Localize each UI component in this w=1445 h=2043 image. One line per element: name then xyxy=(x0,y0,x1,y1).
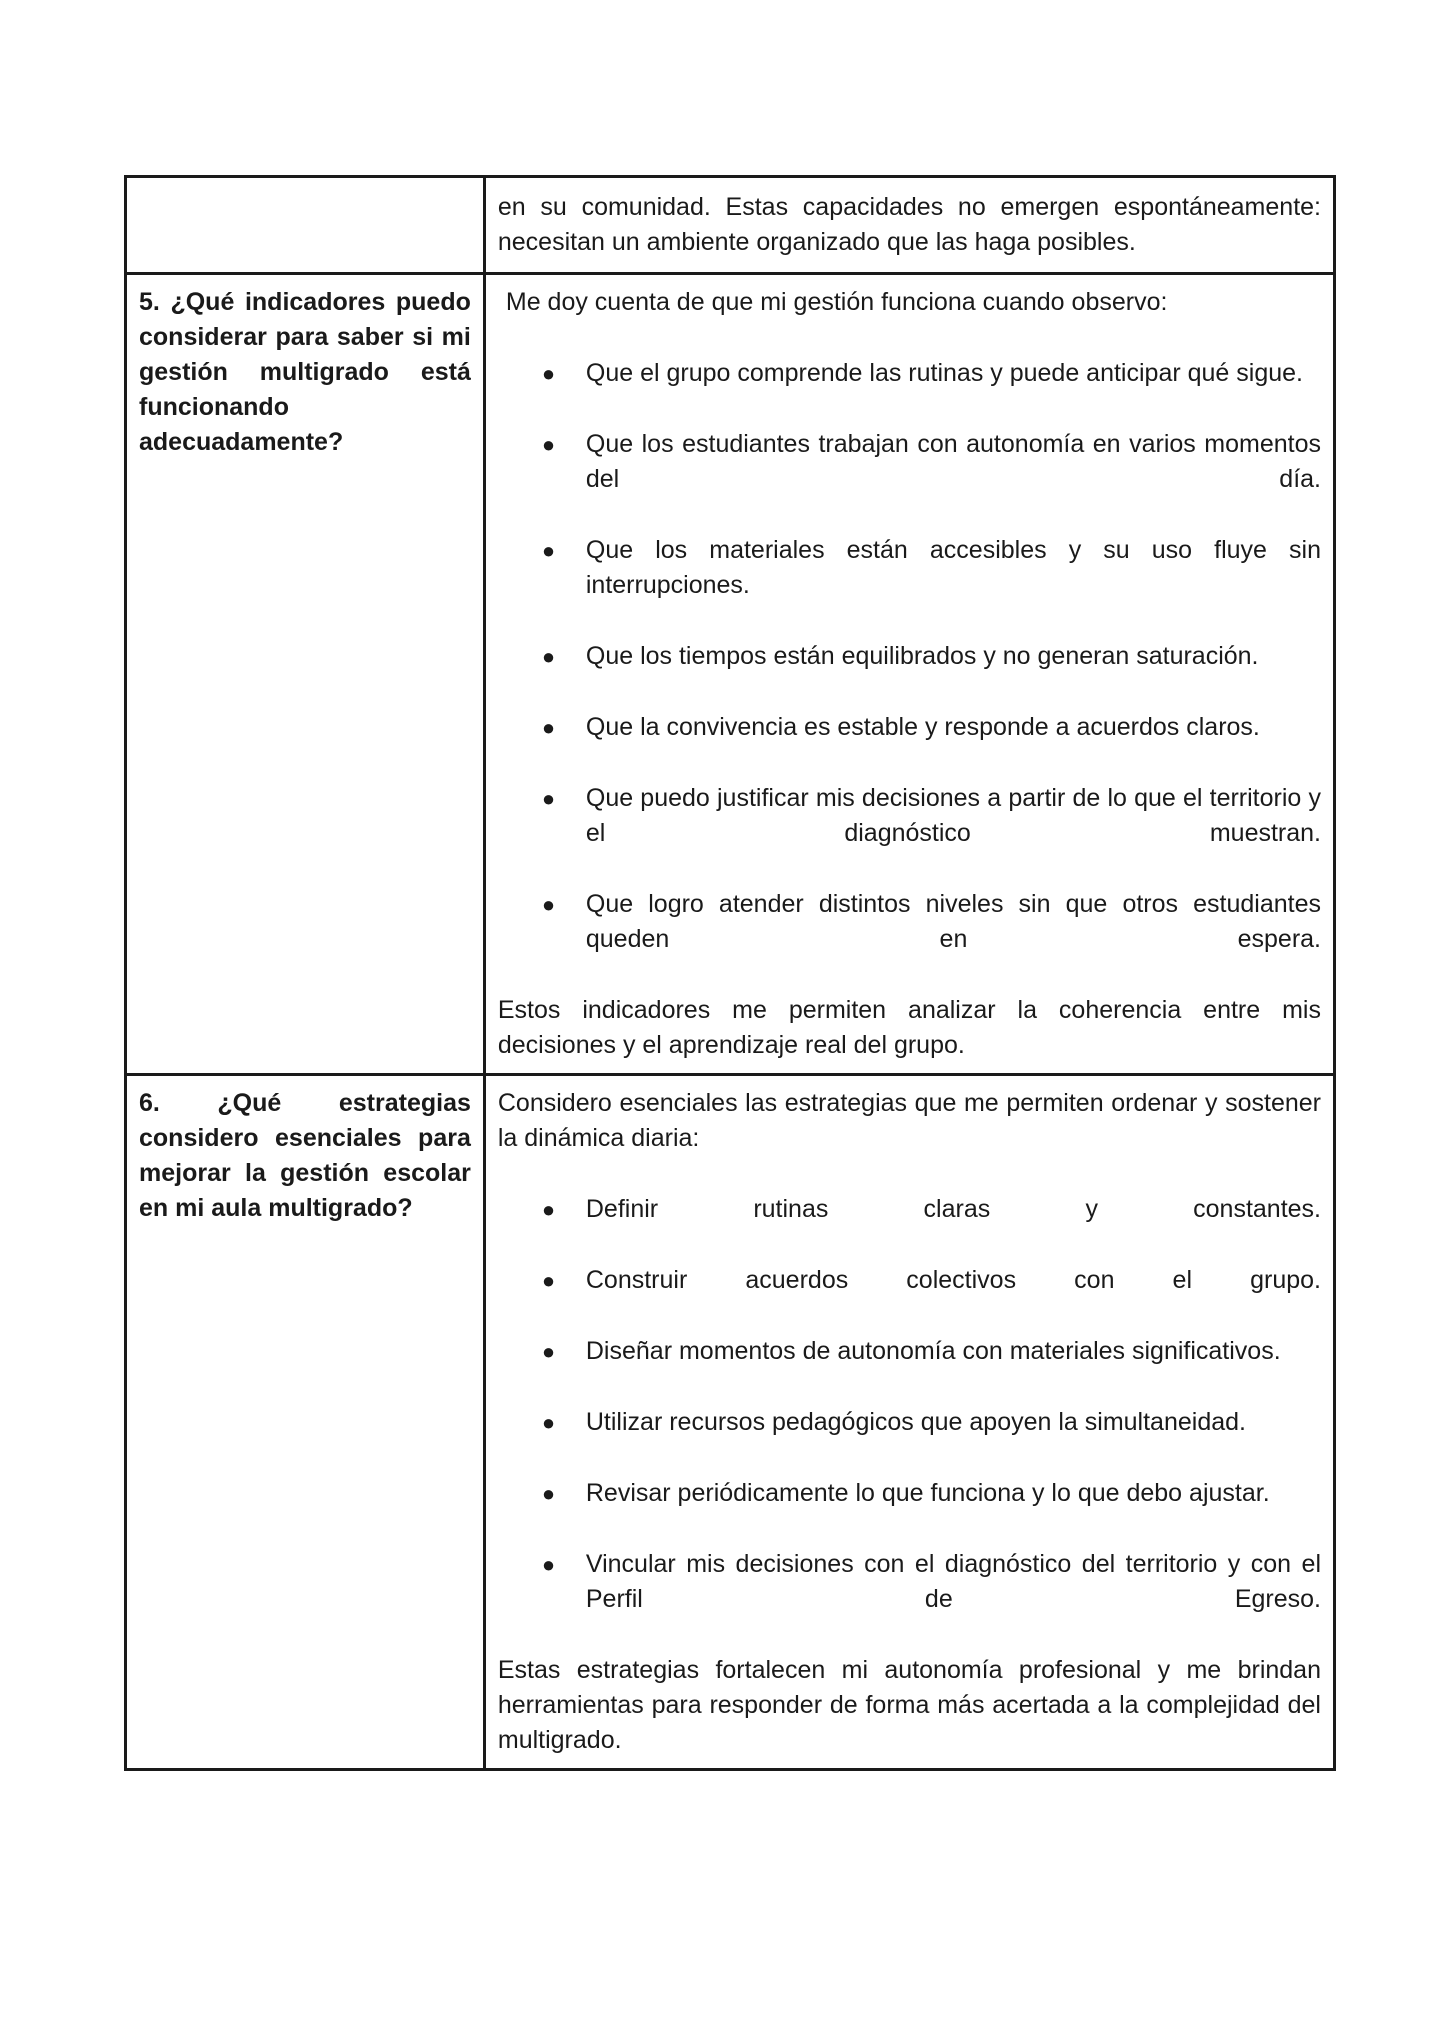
question-cell xyxy=(126,274,485,1075)
bullet-icon: ● xyxy=(541,644,556,669)
answer-cell xyxy=(484,274,1334,1075)
question-cell xyxy=(126,177,485,274)
table-row xyxy=(126,274,1335,1075)
list-item: ● Definir rutinas claras y constantes. xyxy=(498,1192,1321,1227)
bullet-icon: ● xyxy=(541,1197,556,1222)
answer-intro: Considero esenciales las estrategias que me permiten ordenar y sostener la dinámica diaria: xyxy=(497,1089,1321,1152)
answer-intro: en su comunidad. Estas capacidades no emergen espontáneamente: necesitan un ambiente organizado que las haga posibles. xyxy=(497,193,1321,256)
bullet-icon: ● xyxy=(541,538,556,563)
list-item: ● Construir acuerdos colectivos con el grupo. xyxy=(498,1263,1321,1298)
answer-cell xyxy=(484,177,1334,274)
bullet-icon: ● xyxy=(541,1339,556,1364)
bullet-icon: ● xyxy=(541,432,556,457)
list-item: ● Que los materiales están accesibles y su uso fluye sin interrupciones. xyxy=(498,533,1321,603)
list-item: ● Que los tiempos están equilibrados y no generan saturación. xyxy=(498,639,1321,674)
bullet-icon: ● xyxy=(541,1410,556,1435)
list-item: ● Que el grupo comprende las rutinas y puede anticipar qué sigue. xyxy=(498,356,1321,391)
bullet-icon: ● xyxy=(541,1552,556,1577)
answer-closing: Estas estrategias fortalecen mi autonomía profesional y me brindan herramientas para responder de forma más acertada a la complejidad del multigrado. xyxy=(497,1656,1321,1754)
list-item: ● Que los estudiantes trabajan con autonomía en varios momentos del día. xyxy=(498,427,1321,497)
answer-closing: Estos indicadores me permiten analizar la coherencia entre mis decisiones y el aprendizaje real del grupo. xyxy=(497,996,1321,1059)
list-item: ● Que logro atender distintos niveles sin que otros estudiantes queden en espera. xyxy=(498,887,1321,957)
bullet-icon: ● xyxy=(541,1481,556,1506)
question-text: 6. ¿Qué estrategias considero esenciales para mejorar la gestión escolar en mi aula multigrado? xyxy=(139,1089,471,1222)
bullet-icon: ● xyxy=(541,786,556,811)
list-item: ● Vincular mis decisiones con el diagnóstico del territorio y con el Perfil de Egreso. xyxy=(498,1547,1321,1617)
answer-intro: Me doy cuenta de que mi gestión funciona cuando observo: xyxy=(505,288,1168,316)
list-item: ● Utilizar recursos pedagógicos que apoyen la simultaneidad. xyxy=(498,1405,1321,1440)
list-item: ● Revisar periódicamente lo que funciona y lo que debo ajustar. xyxy=(498,1476,1321,1511)
list-item: ● Diseñar momentos de autonomía con materiales significativos. xyxy=(498,1334,1321,1369)
indicator-list xyxy=(498,356,1321,957)
bullet-icon: ● xyxy=(541,361,556,386)
question-text: 5. ¿Qué indicadores puedo considerar para saber si mi gestión multigrado está funcionando adecuadamente? xyxy=(139,288,471,456)
strategy-list xyxy=(498,1192,1321,1617)
bullet-icon: ● xyxy=(541,715,556,740)
bullet-icon: ● xyxy=(541,892,556,917)
list-item: ● Que puedo justificar mis decisiones a partir de lo que el territorio y el diagnóstico muestran. xyxy=(498,781,1321,851)
questions-table xyxy=(124,175,1336,1771)
list-item: ● Que la convivencia es estable y responde a acuerdos claros. xyxy=(498,710,1321,745)
table-row xyxy=(126,1075,1335,1770)
answer-cell xyxy=(484,1075,1334,1770)
bullet-icon: ● xyxy=(541,1268,556,1293)
table-row xyxy=(126,177,1335,274)
question-cell xyxy=(126,1075,485,1770)
